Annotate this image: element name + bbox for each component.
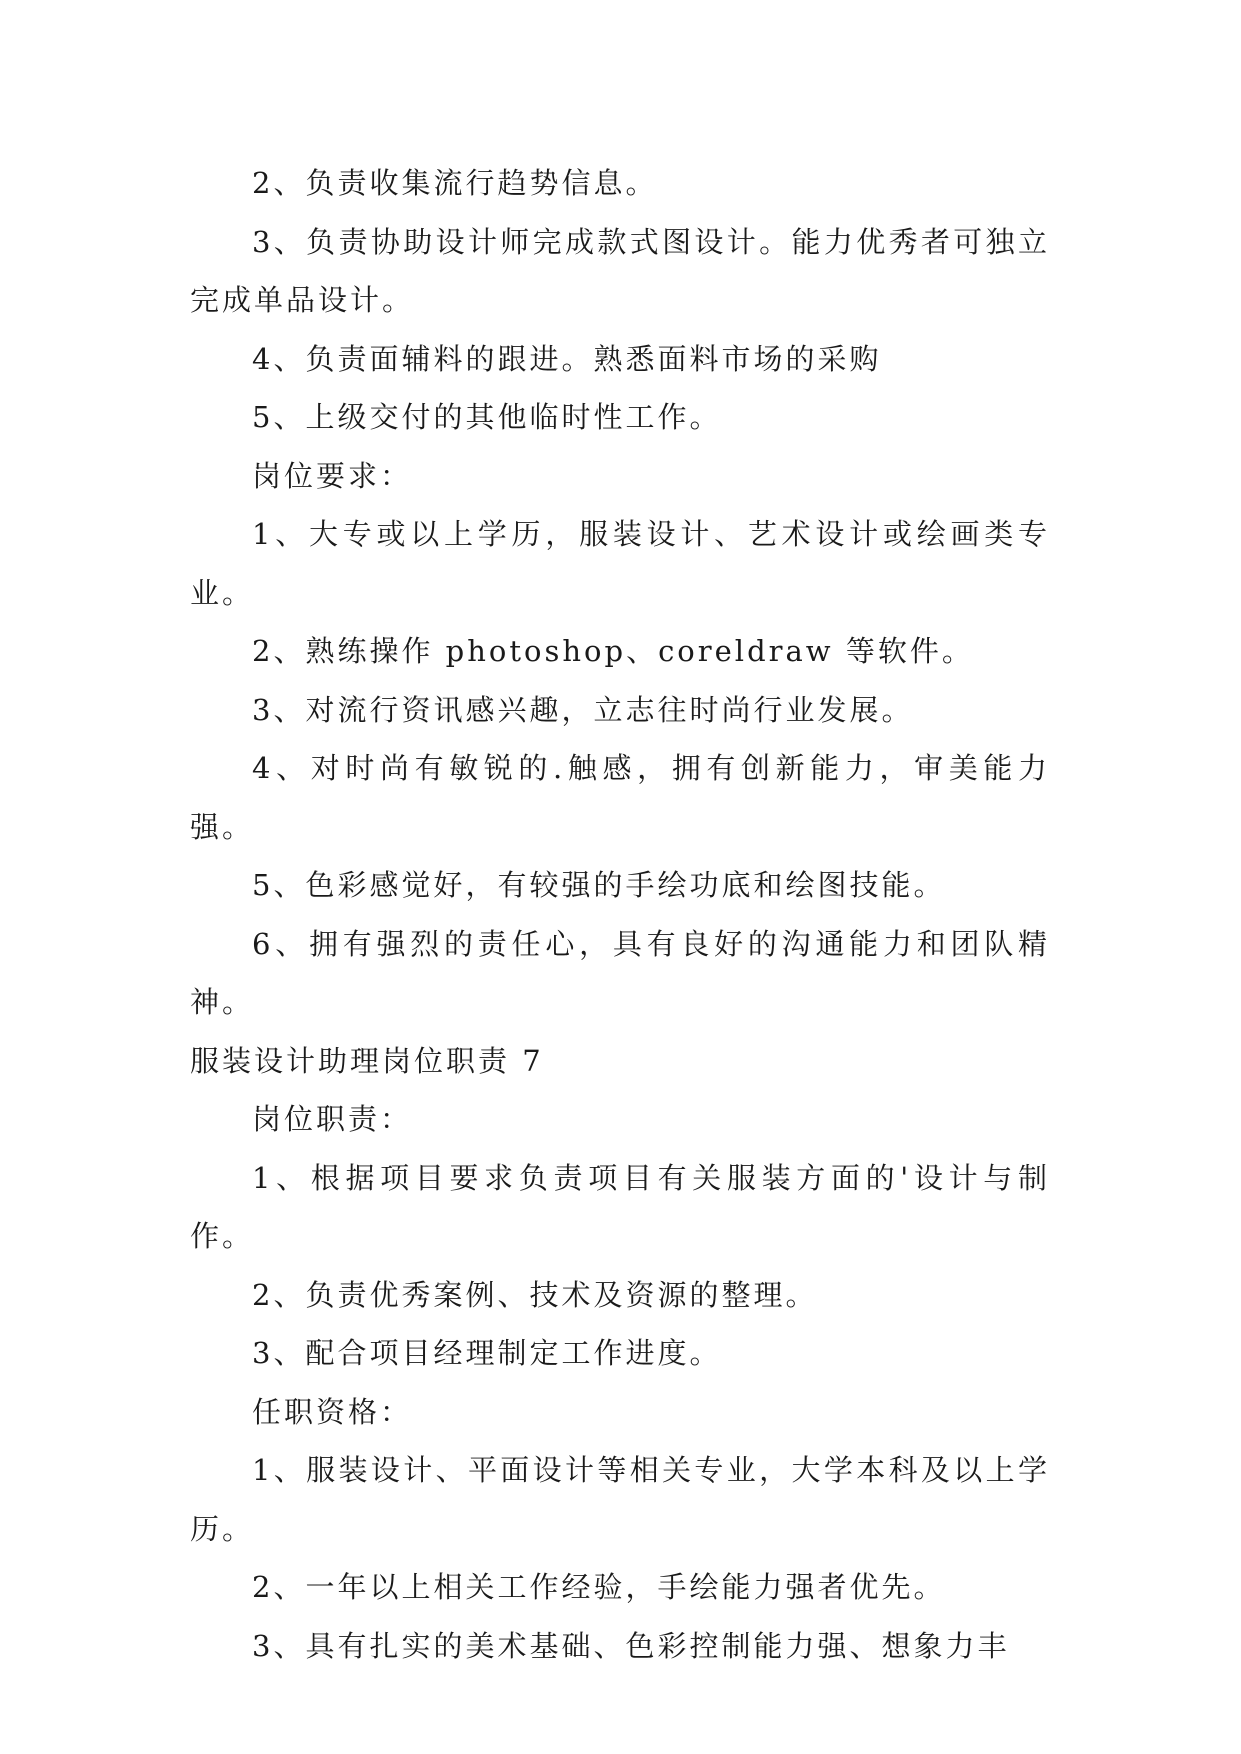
paragraph-requirement-2: 2、熟练操作 photoshop、coreldraw 等软件。 — [252, 634, 974, 668]
paragraph-qualification-1: 1、服装设计、平面设计等相关专业，大学本科及以上学历。 — [190, 1453, 1050, 1546]
document-body — [190, 154, 1050, 1675]
paragraph-requirement-4: 4、对时尚有敏锐的.触感，拥有创新能力，审美能力强。 — [190, 751, 1050, 844]
section-heading-duties: 岗位职责： — [252, 1102, 413, 1136]
paragraph-duty-3: 3、负责协助设计师完成款式图设计。能力优秀者可独立完成单品设计。 — [190, 224, 1050, 317]
paragraph-duty-5: 5、上级交付的其他临时性工作。 — [252, 400, 722, 434]
paragraph-qualification-3: 3、具有扎实的美术基础、色彩控制能力强、想象力丰 — [252, 1628, 1010, 1663]
paragraph-duty-3b: 3、配合项目经理制定工作进度。 — [252, 1336, 722, 1370]
paragraph-duty-2b: 2、负责优秀案例、技术及资源的整理。 — [252, 1277, 818, 1312]
paragraph-requirement-1: 1、大专或以上学历，服装设计、艺术设计或绘画类专业。 — [190, 517, 1050, 610]
section-heading-qualifications: 任职资格： — [252, 1394, 413, 1429]
paragraph-duty-1: 1、根据项目要求负责项目有关服装方面的'设计与制作。 — [190, 1160, 1050, 1253]
paragraph-requirement-3: 3、对流行资讯感兴趣，立志往时尚行业发展。 — [252, 692, 914, 727]
section-heading-requirements: 岗位要求： — [252, 458, 413, 493]
paragraph-requirement-5: 5、色彩感觉好，有较强的手绘功底和绘图技能。 — [252, 868, 946, 902]
paragraph-qualification-2: 2、一年以上相关工作经验，手绘能力强者优先。 — [252, 1570, 946, 1604]
paragraph-duty-2: 2、负责收集流行趋势信息。 — [252, 166, 658, 200]
section-title: 服装设计助理岗位职责 7 — [190, 1043, 544, 1078]
paragraph-requirement-6: 6、拥有强烈的责任心，具有良好的沟通能力和团队精神。 — [190, 926, 1050, 1019]
paragraph-duty-4: 4、负责面辅料的跟进。熟悉面料市场的采购 — [252, 341, 882, 376]
